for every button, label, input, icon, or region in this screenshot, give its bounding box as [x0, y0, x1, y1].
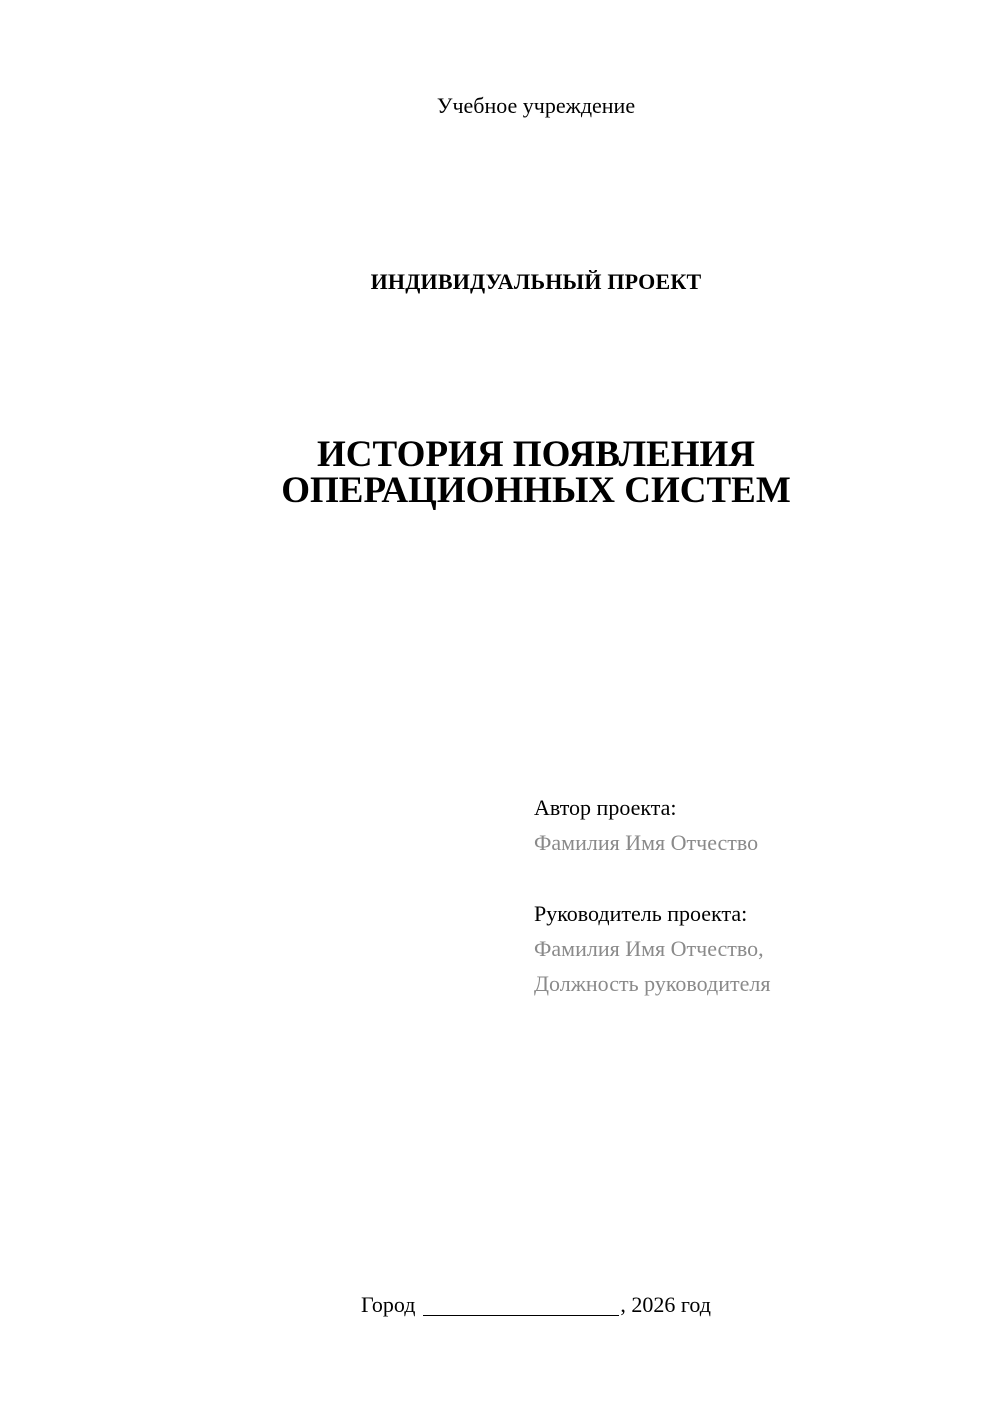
institution-name: Учебное учреждение	[436, 93, 636, 118]
project-info-block	[534, 790, 954, 1001]
city-year-line	[0, 1291, 1000, 1319]
project-title	[0, 434, 1000, 511]
supervisor-name: Фамилия Имя Отчество,	[534, 936, 764, 961]
year-text: , 2026 год	[620, 1292, 711, 1317]
city-blank-underline	[423, 1293, 619, 1316]
project-title-line-2: ОПЕРАЦИОННЫХ СИСТЕМ	[281, 470, 791, 511]
author-name: Фамилия Имя Отчество	[534, 830, 759, 855]
supervisor-label: Руководитель проекта:	[534, 901, 748, 926]
supervisor-position: Должность руководителя	[534, 971, 771, 996]
spacer	[534, 860, 954, 896]
author-label: Автор проекта:	[534, 795, 677, 820]
project-title-line-1: ИСТОРИЯ ПОЯВЛЕНИЯ	[316, 434, 756, 475]
city-label: Город	[361, 1292, 416, 1317]
document-type: ИНДИВИДУАЛЬНЫЙ ПРОЕКТ	[370, 269, 702, 294]
